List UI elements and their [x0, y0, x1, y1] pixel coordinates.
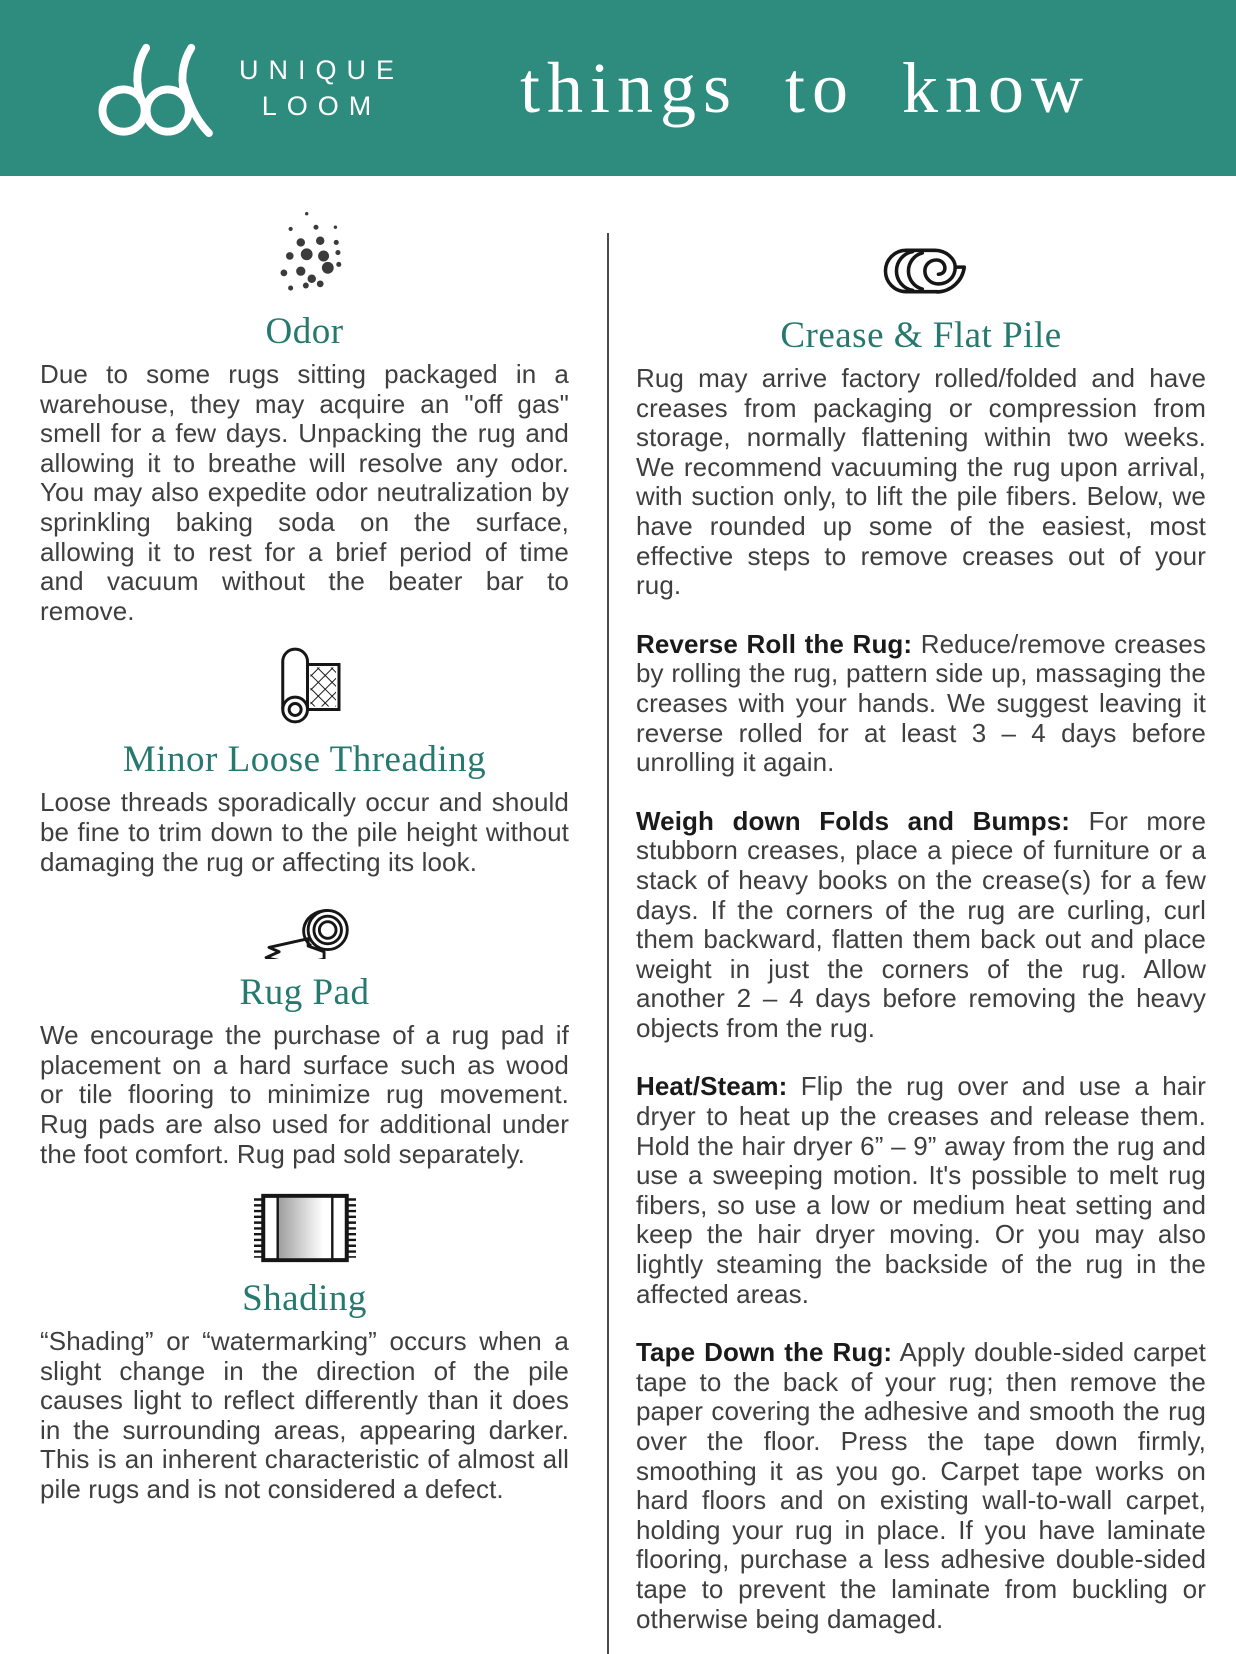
- tip-label: Reverse Roll the Rug:: [636, 628, 913, 659]
- brand-line2: LOOM: [261, 91, 382, 121]
- section-shading: [40, 1191, 569, 1505]
- tip-text: Flip the rug over and use a hair dryer to heat up the creases and release them. Hold the hair dryer 6” – 9” away from the rug and use a sweeping motion. It's possible to melt rug fibers, so use a low or medium heat setting and keep the hair dryer moving. Or you may also lightly steaming the backside of the rug in the affected areas.: [636, 1071, 1206, 1309]
- shaded-rug-icon: [40, 1191, 569, 1265]
- right-column: [609, 176, 1236, 1654]
- odor-particles-icon: [40, 208, 569, 298]
- brand-name: [239, 52, 404, 125]
- creased-roll-icon: [636, 240, 1206, 302]
- section-minor-loose-threading: [40, 642, 569, 877]
- tip-text: Apply double-sided carpet tape to the back of your rug; then remove the paper covering the adhesive and smooth the rug over the floor. Press the tape down firmly, smoothing it as you go. Carpet tape works on hard floors and on existing wall-to-wall carpet, holding your rug in place. If you have laminate flooring, purchase a less adhesive double-sided tape to prevent the laminate from buckling or otherwise being damaged.: [636, 1337, 1207, 1634]
- tip-heat-steam: [636, 1072, 1206, 1309]
- section-body-threading: Loose threads sporadically occur and should be fine to trim down to the pile height without damaging the rug or affecting its look.: [40, 787, 569, 877]
- tip-tape-down: [636, 1338, 1206, 1634]
- tip-label: Heat/Steam:: [636, 1071, 788, 1102]
- section-body-shading: “Shading” or “watermarking” occurs when a slight change in the direction of the pile causes light to reflect differently than it does in the surrounding areas, appearing darker. This is an inherent characteristic of almost all pile rugs and is not considered a defect.: [40, 1326, 569, 1505]
- section-title-threading: Minor Loose Threading: [122, 739, 487, 781]
- loom-loops-icon: [95, 36, 213, 140]
- section-body-odor: Due to some rugs sitting packaged in a warehouse, they may acquire an "off gas" smell for a few days. Unpacking the rug and allowing it to breathe will resolve any odor. You may also expedite odor neutralization by sprinkling baking soda on the surface, allowing it to rest for a brief period of time and vacuum without the beater bar to remove.: [40, 359, 569, 626]
- section-body-crease: Rug may arrive factory rolled/folded and have creases from packaging or compression from storage, normally flattening within two weeks. We recommend vacuuming the rug upon arrival, with suction only, to lift the pile fibers. Below, we have rounded up some of the easiest, most effective steps to remove creases out of your rug.: [636, 363, 1206, 601]
- page-header: [0, 0, 1236, 176]
- section-rug-pad: [40, 901, 569, 1169]
- left-column: [0, 176, 607, 1654]
- section-odor: [40, 176, 569, 626]
- tip-label: Tape Down the Rug:: [636, 1337, 893, 1368]
- section-title-rug-pad: Rug Pad: [239, 972, 370, 1014]
- unique-loom-logo: [95, 36, 404, 140]
- section-title-odor: Odor: [265, 311, 344, 352]
- section-title-crease: Crease & Flat Pile: [780, 315, 1062, 356]
- brand-line1: UNIQUE: [239, 54, 405, 85]
- page-title: things to know: [519, 47, 1091, 128]
- rolled-rug-thread-icon: [40, 642, 569, 726]
- section-crease-flat-pile: [636, 176, 1206, 601]
- tip-weigh-down: [636, 807, 1206, 1044]
- rug-pad-roll-icon: [40, 901, 569, 959]
- tip-label: Weigh down Folds and Bumps:: [636, 805, 1071, 836]
- section-body-rug-pad: We encourage the purchase of a rug pad if placement on a hard surface such as wood or tile flooring to minimize rug movement. Rug pads are also used for additional under the foot comfort. Rug pad sold separately.: [40, 1020, 569, 1169]
- section-title-shading: Shading: [242, 1278, 367, 1320]
- tip-text: Reduce/remove creases by rolling the rug, pattern side up, massaging the creases with your hands. We suggest leaving it reverse rolled for at least 3 – 4 days before unrolling it again.: [636, 628, 1206, 778]
- content-area: [0, 176, 1236, 1654]
- tip-text: For more stubborn creases, place a piece of furniture or a stack of heavy books on the crease(s) for a few days. If the corners of the rug are curling, curl them backward, flatten them back out and place weight in just the corners of the rug. Allow another 2 – 4 days before removing the heavy objects from the rug.: [636, 805, 1207, 1043]
- tip-reverse-roll: [636, 630, 1206, 778]
